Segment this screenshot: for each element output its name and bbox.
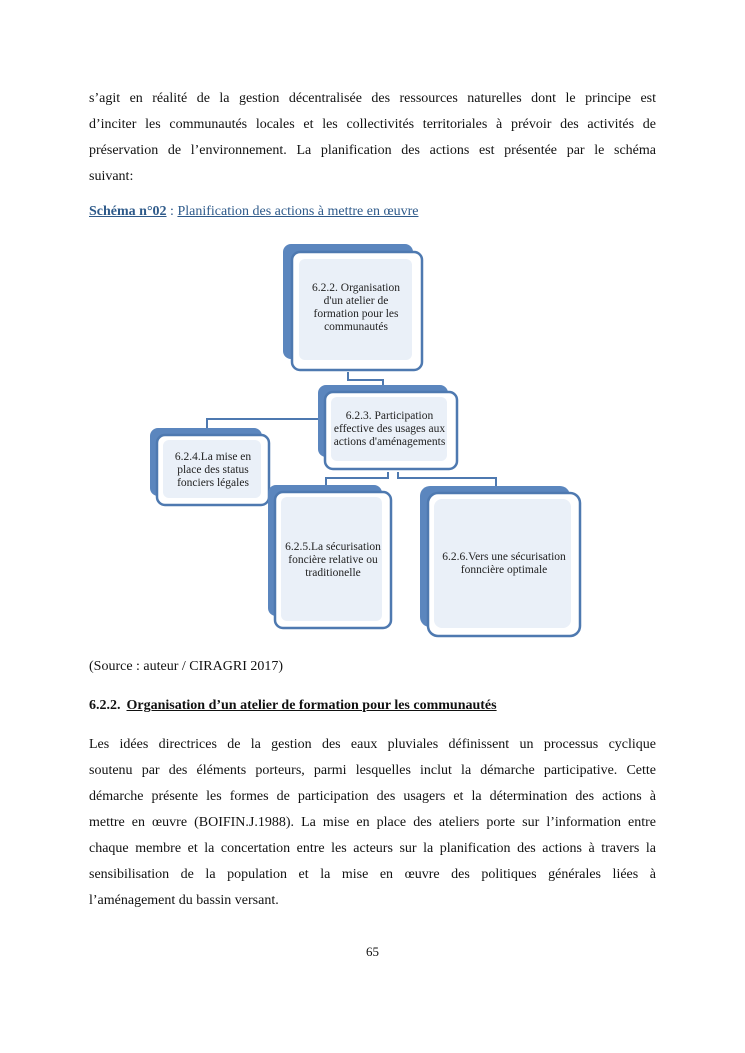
intro-line: s’agit en réalité de la gestion décentralisée des ressources naturelles dont le principe est [89,91,656,106]
body-line: mettre en œuvre (BOIFIN.J.1988). La mise en place des ateliers porte sur l’information entre [89,815,656,830]
intro-line: suivant: [89,169,134,184]
body-line: soutenu par des éléments porteurs, parmi lesquelles inclut la démarche participative. Cette [89,763,656,778]
node-securisation-optimale-label: 6.2.6.Vers une sécurisation fonncière optimale [442,551,566,576]
section-heading [89,698,497,714]
body-line: sensibilisation de la population et la mise en œuvre des politiques générales liées à [89,867,656,882]
node-status-fonciers-label: 6.2.4.La mise en place des status fonciers légales [174,450,252,489]
intro-line: préservation de l’environnement. La planification des actions est présentée par le schéma [89,143,656,158]
section-title: Organisation d’un atelier de formation pour les communautés [126,698,497,713]
intro-line: d’inciter les communautés locales et les collectivités territoriales à prévoir des activités de [89,117,656,132]
node-organisation-atelier-label: 6.2.2. Organisation d'un atelier de formation pour les communautés [312,282,400,333]
connector-n2-n4 [326,472,388,487]
caption-separator: : [166,204,178,219]
node-participation-usages-label: 6.2.3. Participation effective des usages aux actions d'aménagements [333,409,446,448]
figure-caption [89,204,418,220]
body-line: l’aménagement du bassin versant. [89,893,279,908]
figure-source: (Source : auteur / CIRAGRI 2017) [89,659,284,674]
intro-paragraph [89,86,656,190]
section-number: 6.2.2. [89,698,121,713]
page-number: 65 [366,944,379,959]
body-line: chaque membre et la concertation entre les acteurs sur la planification des actions à travers la [89,841,656,856]
body-line: démarche présente les formes de participation des usagers et la détermination des actions à [89,789,656,804]
body-line: Les idées directrices de la gestion des eaux pluviales définissent un processus cyclique [89,737,656,752]
connector-n2-n5 [398,472,496,487]
body-paragraph [89,732,656,914]
figure-label: Schéma n°02 [89,204,167,219]
figure-title: Planification des actions à mettre en œuvre [177,204,419,219]
node-securisation-traditionnelle-label: 6.2.5.La sécurisation foncière relative ou traditionelle [285,540,381,579]
